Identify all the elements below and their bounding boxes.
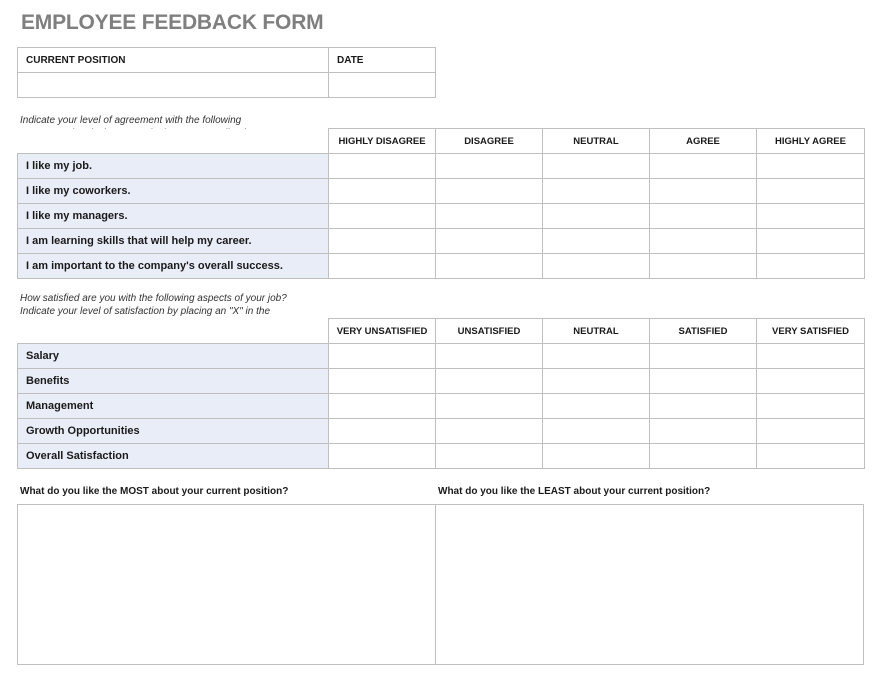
- agreement-header-row: [18, 129, 865, 154]
- rating-cell[interactable]: [436, 369, 543, 394]
- rating-cell[interactable]: [650, 229, 757, 254]
- satisfaction-table: [17, 318, 865, 469]
- table-row: [18, 229, 865, 254]
- rating-cell[interactable]: [650, 254, 757, 279]
- table-row: [18, 419, 865, 444]
- rating-cell[interactable]: [436, 394, 543, 419]
- aspect-label: Growth Opportunities: [18, 419, 329, 444]
- table-row: [18, 154, 865, 179]
- position-date-table: [17, 47, 436, 98]
- question-least-label: What do you like the LEAST about your current position?: [438, 486, 711, 497]
- statement-label: I like my managers.: [18, 204, 329, 229]
- table-row: [18, 179, 865, 204]
- rating-cell[interactable]: [650, 369, 757, 394]
- rating-cell[interactable]: [543, 204, 650, 229]
- rating-cell[interactable]: [650, 154, 757, 179]
- column-header: VERY SATISFIED: [757, 319, 865, 344]
- current-position-label: CURRENT POSITION: [18, 48, 329, 73]
- satisfaction-header-row: [18, 319, 865, 344]
- rating-cell[interactable]: [436, 179, 543, 204]
- agreement-table: [17, 128, 865, 279]
- column-header: NEUTRAL: [543, 129, 650, 154]
- rating-cell[interactable]: [329, 444, 436, 469]
- aspect-label: Management: [18, 394, 329, 419]
- column-header: SATISFIED: [650, 319, 757, 344]
- open-answers-box: [17, 504, 864, 665]
- rating-cell[interactable]: [543, 369, 650, 394]
- rating-cell[interactable]: [436, 344, 543, 369]
- column-header: DISAGREE: [436, 129, 543, 154]
- agreement-instruction-line: Indicate your level of agreement with the following: [20, 115, 242, 126]
- date-label: DATE: [329, 48, 436, 73]
- rating-cell[interactable]: [543, 394, 650, 419]
- column-header: NEUTRAL: [543, 319, 650, 344]
- rating-cell[interactable]: [436, 154, 543, 179]
- statement-label: I am important to the company's overall success.: [18, 254, 329, 279]
- statement-label: I like my job.: [18, 154, 329, 179]
- rating-cell[interactable]: [543, 444, 650, 469]
- aspect-label: Overall Satisfaction: [18, 444, 329, 469]
- rating-cell[interactable]: [757, 154, 865, 179]
- form-title: EMPLOYEE FEEDBACK FORM: [21, 11, 324, 34]
- rating-cell[interactable]: [329, 229, 436, 254]
- rating-cell[interactable]: [329, 394, 436, 419]
- rating-cell[interactable]: [757, 394, 865, 419]
- rating-cell[interactable]: [543, 229, 650, 254]
- rating-cell[interactable]: [329, 369, 436, 394]
- answer-least-field[interactable]: [436, 505, 863, 664]
- rating-cell[interactable]: [757, 179, 865, 204]
- rating-cell[interactable]: [329, 154, 436, 179]
- rating-cell[interactable]: [650, 344, 757, 369]
- rating-cell[interactable]: [543, 154, 650, 179]
- header-spacer: [18, 319, 329, 344]
- header-spacer: [18, 129, 329, 154]
- aspect-label: Benefits: [18, 369, 329, 394]
- date-field[interactable]: [329, 73, 436, 98]
- rating-cell[interactable]: [436, 204, 543, 229]
- rating-cell[interactable]: [650, 394, 757, 419]
- rating-cell[interactable]: [757, 444, 865, 469]
- column-header: VERY UNSATISFIED: [329, 319, 436, 344]
- table-row: [18, 394, 865, 419]
- rating-cell[interactable]: [650, 419, 757, 444]
- rating-cell[interactable]: [329, 419, 436, 444]
- rating-cell[interactable]: [650, 444, 757, 469]
- rating-cell[interactable]: [543, 179, 650, 204]
- rating-cell[interactable]: [650, 179, 757, 204]
- question-most-label: What do you like the MOST about your current position?: [20, 486, 289, 497]
- rating-cell[interactable]: [757, 419, 865, 444]
- rating-cell[interactable]: [436, 254, 543, 279]
- rating-cell[interactable]: [757, 229, 865, 254]
- table-row: [18, 204, 865, 229]
- table-row: [18, 369, 865, 394]
- satisfaction-instruction-line: How satisfied are you with the following aspects of your job?: [20, 293, 287, 304]
- rating-cell[interactable]: [329, 179, 436, 204]
- column-header: HIGHLY DISAGREE: [329, 129, 436, 154]
- aspect-label: Salary: [18, 344, 329, 369]
- rating-cell[interactable]: [757, 344, 865, 369]
- rating-cell[interactable]: [543, 254, 650, 279]
- rating-cell[interactable]: [757, 254, 865, 279]
- rating-cell[interactable]: [436, 419, 543, 444]
- statement-label: I like my coworkers.: [18, 179, 329, 204]
- column-header: UNSATISFIED: [436, 319, 543, 344]
- rating-cell[interactable]: [436, 229, 543, 254]
- column-header: AGREE: [650, 129, 757, 154]
- rating-cell[interactable]: [757, 369, 865, 394]
- statement-label: I am learning skills that will help my career.: [18, 229, 329, 254]
- rating-cell[interactable]: [650, 204, 757, 229]
- column-header: HIGHLY AGREE: [757, 129, 865, 154]
- rating-cell[interactable]: [329, 254, 436, 279]
- satisfaction-instruction-line: Indicate your level of satisfaction by placing an "X" in the: [20, 306, 271, 317]
- rating-cell[interactable]: [757, 204, 865, 229]
- rating-cell[interactable]: [543, 419, 650, 444]
- rating-cell[interactable]: [329, 344, 436, 369]
- rating-cell[interactable]: [436, 444, 543, 469]
- rating-cell[interactable]: [329, 204, 436, 229]
- answer-most-field[interactable]: [18, 505, 436, 664]
- table-row: [18, 444, 865, 469]
- table-row: [18, 254, 865, 279]
- rating-cell[interactable]: [543, 344, 650, 369]
- table-row: [18, 344, 865, 369]
- current-position-field[interactable]: [18, 73, 329, 98]
